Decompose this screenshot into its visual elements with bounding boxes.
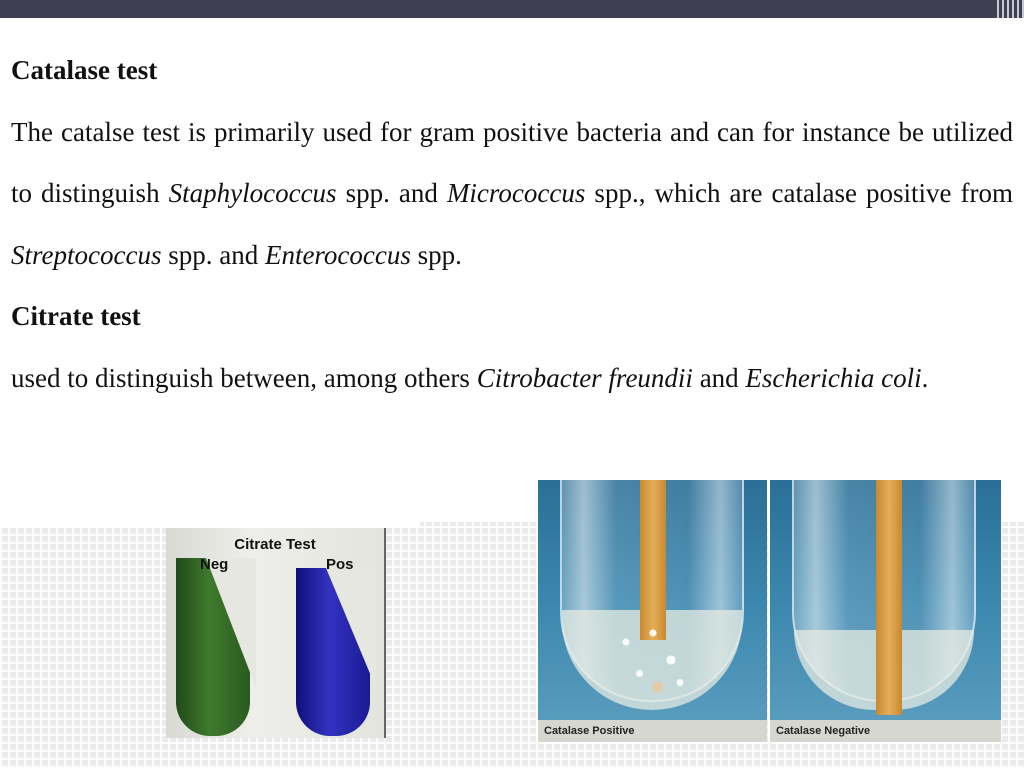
citrobacter-term: Citrobacter freundii	[476, 362, 693, 393]
text-backdrop	[0, 516, 420, 528]
citrate-text-1: used to distinguish between, among others	[11, 362, 477, 393]
catalase-text-2: spp. and	[336, 178, 447, 208]
citrate-heading: Citrate test	[11, 301, 141, 331]
streptococcus-term: Streptococcus	[11, 239, 162, 270]
citrate-paragraph	[11, 348, 1013, 410]
catalase-text-1: The catalse test is primarily used for gram positive bacteria and can for instance be utilized to distinguish	[11, 116, 1013, 208]
enterococcus-term: Enterococcus	[264, 239, 411, 270]
citrate-text-2: and	[692, 362, 746, 393]
catalase-positive-image	[538, 480, 767, 742]
citrate-test-image	[166, 528, 386, 738]
catalase-text-3: spp., which are catalase positive from	[585, 178, 1013, 208]
wooden-stick	[876, 480, 902, 715]
catalase-text-5: spp.	[410, 239, 462, 270]
catalase-heading: Catalase test	[11, 55, 158, 85]
catalase-negative-image	[770, 480, 1001, 742]
top-bar	[0, 0, 1024, 18]
citrate-pos-label: Pos	[326, 556, 354, 573]
citrate-image-title: Citrate Test	[234, 536, 316, 553]
bubbles	[608, 615, 698, 705]
slide-body	[11, 40, 1013, 409]
catalase-paragraph	[11, 102, 1013, 287]
citrate-neg-label: Neg	[200, 556, 229, 573]
top-bar-stripes	[994, 0, 1024, 18]
ecoli-term: Escherichia coli	[745, 362, 922, 393]
catalase-positive-label: Catalase Positive	[538, 720, 767, 742]
catalase-text-4: spp. and	[161, 239, 265, 270]
staphylococcus-term: Staphylococcus	[168, 178, 337, 208]
citrate-text-3: .	[921, 362, 929, 393]
micrococcus-term: Micrococcus	[446, 178, 586, 208]
catalase-negative-label: Catalase Negative	[770, 720, 1001, 742]
